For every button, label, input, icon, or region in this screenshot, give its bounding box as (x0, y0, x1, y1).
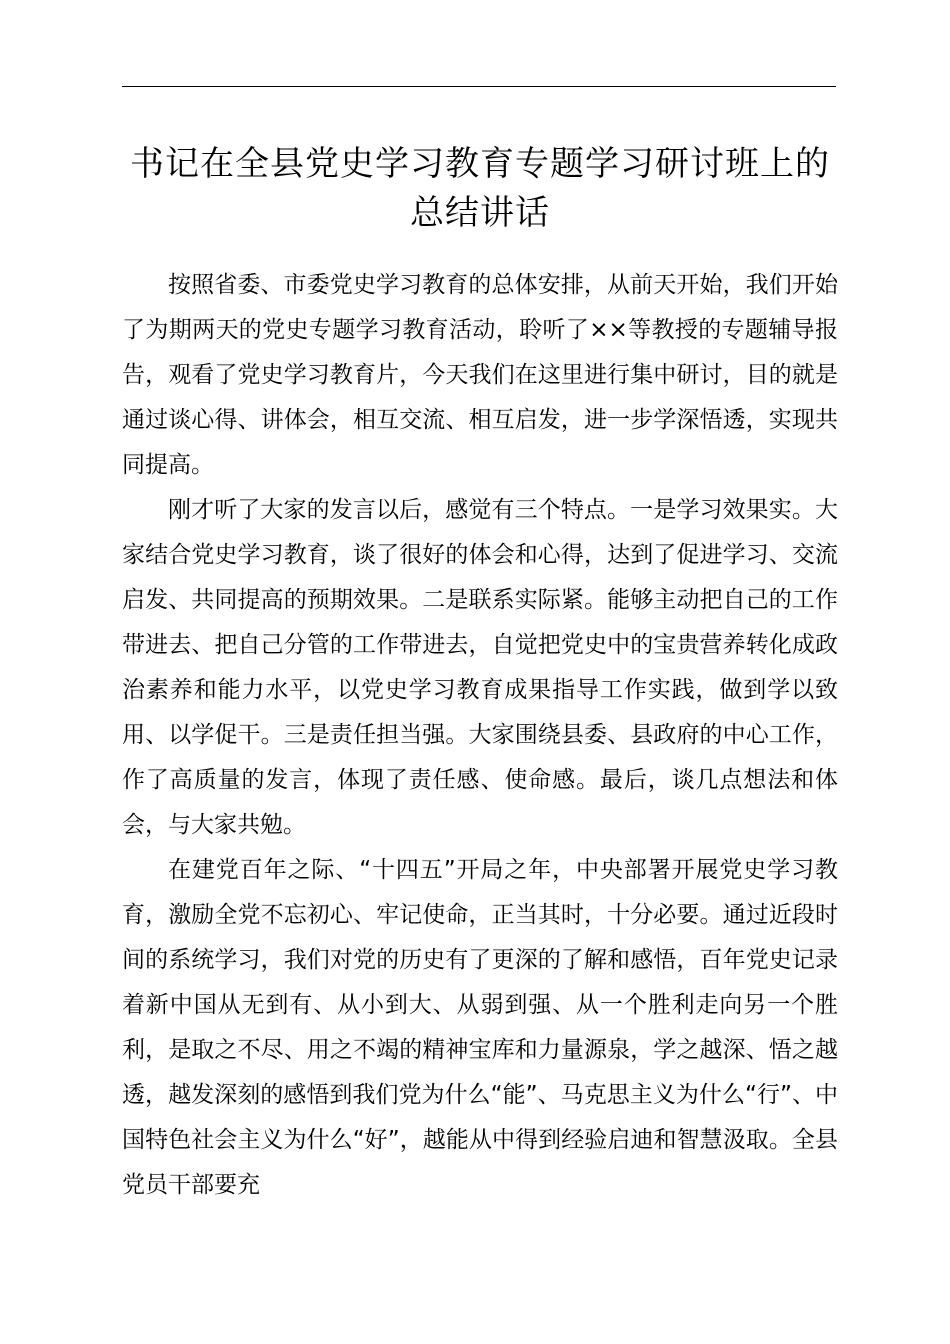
title-line-2: 总结讲话 (410, 193, 550, 233)
paragraph-1: 按照省委、市委党史学习教育的总体安排，从前天开始，我们开始了为期两天的党史专题学习教育活动，聆听了××等教授的专题辅导报告，观看了党史学习教育片，今天我们在这里进行集中研讨，目的就是通过谈心得、讲体会，相互交流、相互启发，进一步学深悟透，实现共同提高。 (122, 272, 838, 478)
header-rule (122, 86, 836, 87)
paragraph-3: 在建党百年之际、“十四五”开局之年，中央部署开展党史学习教育，激励全党不忘初心、牢记使命，正当其时，十分必要。通过近段时间的系统学习，我们对党的历史有了更深的了解和感悟，百年党史记录着新中国从无到有、从小到大、从弱到强、从一个胜利走向另一个胜利，是取之不尽、用之不竭的精神宝库和力量源泉，学之越深、悟之越透，越发深刻的感悟到我们党为什么“能”、马克思主义为什么“行”、中国特色社会主义为什么“好”，越能从中得到经验启迪和智慧汲取。全县党员干部要充 (122, 857, 838, 1198)
title-line-1: 书记在全县党史学习教育专题学习研讨班上的 (130, 144, 830, 184)
document-title (110, 140, 850, 238)
paragraph-2: 刚才听了大家的发言以后，感觉有三个特点。一是学习效果实。大家结合党史学习教育，谈了很好的体会和心得，达到了促进学习、交流启发、共同提高的预期效果。二是联系实际紧。能够主动把自己的工作带进去、把自己分管的工作带进去，自觉把党史中的宝贵营养转化成政治素养和能力水平，以党史学习教育成果指导工作实践，做到学以致用、以学促干。三是责任担当强。大家围绕县委、县政府的中心工作，作了高质量的发言，体现了责任感、使命感。最后，谈几点想法和体会，与大家共勉。 (122, 497, 838, 838)
document-body (122, 263, 838, 1208)
